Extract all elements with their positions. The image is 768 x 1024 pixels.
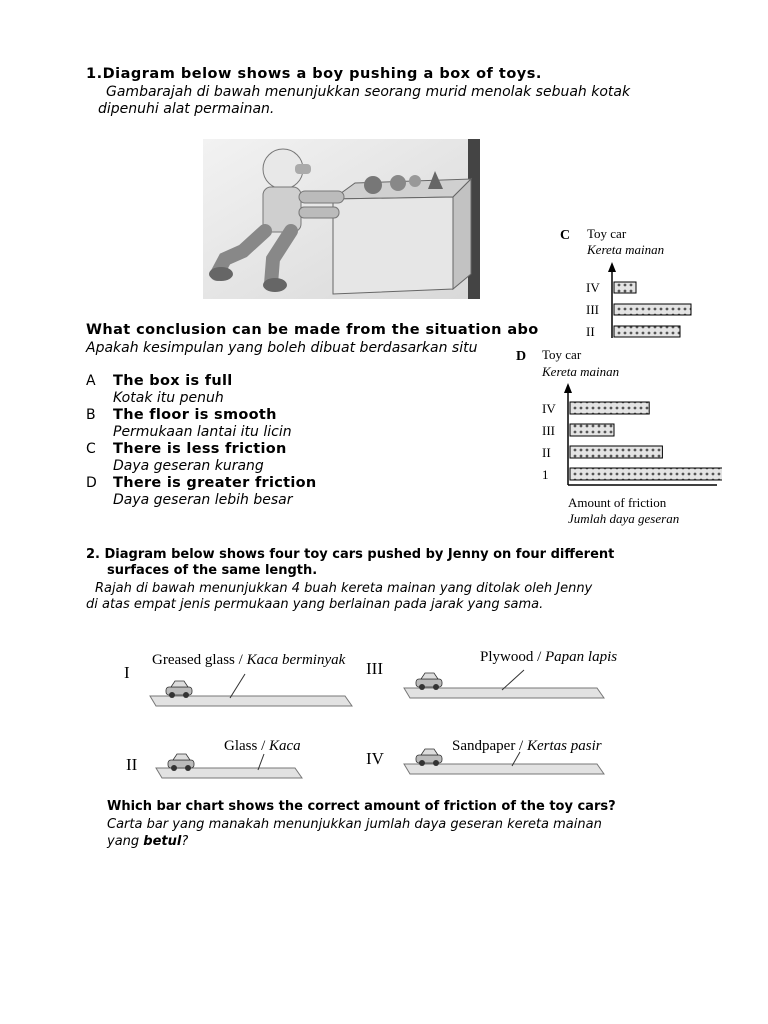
chart-d-label: D <box>516 349 527 364</box>
surface-i-car <box>166 681 192 698</box>
surface-iii-label-malay: Papan lapis <box>545 649 618 665</box>
chart-d-category-label: 1 <box>542 467 549 482</box>
chart-c-title: Toy car <box>587 226 627 241</box>
option-d-letter: D <box>86 475 97 491</box>
chart-d-category-label: III <box>542 423 555 438</box>
surface-ii-label-en: Glass / <box>224 738 269 754</box>
question-2-prompt-malay-line2-pre: yang <box>107 834 144 849</box>
chart-c-bar <box>614 282 636 293</box>
option-b-text: The floor is smooth <box>113 407 277 423</box>
chart-c-category-label: IV <box>586 280 600 295</box>
chart-d-axis-arrow <box>564 383 572 393</box>
surface-iii-car <box>416 673 442 690</box>
option-d-malay: Daya geseran lebih besar <box>113 492 293 508</box>
boy-pushing-box-illustration <box>203 139 480 299</box>
surface-iv-label <box>452 738 602 754</box>
chart-c-subtitle: Kereta mainan <box>587 242 665 257</box>
question-2-title-line1: 2. Diagram below shows four toy cars pushed by Jenny on four different <box>86 547 615 562</box>
surface-ii-board <box>156 768 302 778</box>
chart-c-label: C <box>560 228 571 243</box>
chart-d-subtitle: Kereta mainan <box>542 364 620 379</box>
question-2-prompt-malay-bold: betul <box>143 834 182 849</box>
question-2-prompt: Which bar chart shows the correct amount of friction of the toy cars? <box>107 799 616 814</box>
chart-c-bar <box>614 304 691 315</box>
option-c-text: There is less friction <box>113 441 287 457</box>
question-2-title-line2: surfaces of the same length. <box>107 563 318 578</box>
bar-chart-d <box>512 345 722 530</box>
surface-iii-label-en: Plywood / <box>480 649 546 665</box>
chart-d-bar <box>570 424 614 436</box>
option-b-malay: Permukaan lantai itu licin <box>113 424 292 440</box>
surface-i-label-malay: Kaca berminyak <box>246 652 346 668</box>
option-a-letter: A <box>86 373 96 389</box>
option-a-text: The box is full <box>113 373 233 389</box>
surface-i-board <box>150 696 352 706</box>
surface-iii-pointer <box>502 670 524 690</box>
option-a-malay: Kotak itu penuh <box>113 390 224 406</box>
question-1-title: 1.Diagram below shows a boy pushing a box of toys. <box>86 66 542 82</box>
surface-iii-numeral: III <box>366 659 383 678</box>
chart-c-category-label: II <box>586 324 595 338</box>
toy-car-surfaces-diagram <box>120 638 640 788</box>
chart-d-xlabel: Amount of friction <box>568 495 667 510</box>
question-2-title <box>86 547 614 579</box>
question-2-prompt-malay <box>107 816 602 850</box>
chart-c-bar <box>614 326 680 337</box>
chart-d-bar <box>570 402 649 414</box>
surface-iv-numeral: IV <box>366 749 384 768</box>
surface-iv-car <box>416 749 442 766</box>
question-2-malay-line1: Rajah di bawah menunjukkan 4 buah kereta mainan yang ditolak oleh Jenny <box>95 581 593 596</box>
chart-d-title: Toy car <box>542 347 582 362</box>
surface-iv-label-malay: Kertas pasir <box>526 738 602 754</box>
question-1-malay-line2: dipenuhi alat permainan. <box>98 101 275 117</box>
chart-d-category-label: II <box>542 445 551 460</box>
chart-d-xlabel-malay: Jumlah daya geseran <box>568 511 680 526</box>
question-1-malay-line1: Gambarajah di bawah menunjukkan seorang murid menolak sebuah kotak <box>106 84 631 100</box>
surface-iii-board <box>404 688 604 698</box>
option-c-malay: Daya geseran kurang <box>113 458 264 474</box>
question-2-malay <box>86 581 592 613</box>
option-d-text: There is greater friction <box>113 475 317 491</box>
surface-i-label-en: Greased glass / <box>152 652 247 668</box>
question-2-prompt-malay-line1: Carta bar yang manakah menunjukkan jumlah daya geseran kereta mainan <box>107 817 602 832</box>
chart-c-axis-arrow <box>608 262 616 272</box>
question-1-prompt: What conclusion can be made from the situation abo <box>86 322 539 338</box>
option-b-letter: B <box>86 407 96 423</box>
surface-iv-label-en: Sandpaper / <box>452 738 527 754</box>
surface-ii-label-malay: Kaca <box>269 738 301 754</box>
surface-i-label <box>152 652 346 668</box>
chart-d-category-label: IV <box>542 401 556 416</box>
bar-chart-c <box>556 222 726 338</box>
question-2-prompt-malay-line2-post: ? <box>181 834 189 849</box>
question-1-prompt-malay: Apakah kesimpulan yang boleh dibuat berdasarkan situ <box>86 340 478 356</box>
surface-iv-board <box>404 764 604 774</box>
surface-i-pointer <box>230 674 245 698</box>
option-c-letter: C <box>86 441 96 457</box>
surface-ii-label <box>224 738 301 754</box>
question-2-malay-line2: di atas empat jenis permukaan yang berlainan pada jarak yang sama. <box>86 597 544 612</box>
chart-c-category-label: III <box>586 302 599 317</box>
chart-d-bar <box>570 468 722 480</box>
question-1-malay <box>98 84 708 118</box>
surface-ii-numeral: II <box>126 755 138 774</box>
chart-d-bar <box>570 446 662 458</box>
surface-iii-label <box>480 649 617 665</box>
surface-i-numeral: I <box>124 663 130 682</box>
